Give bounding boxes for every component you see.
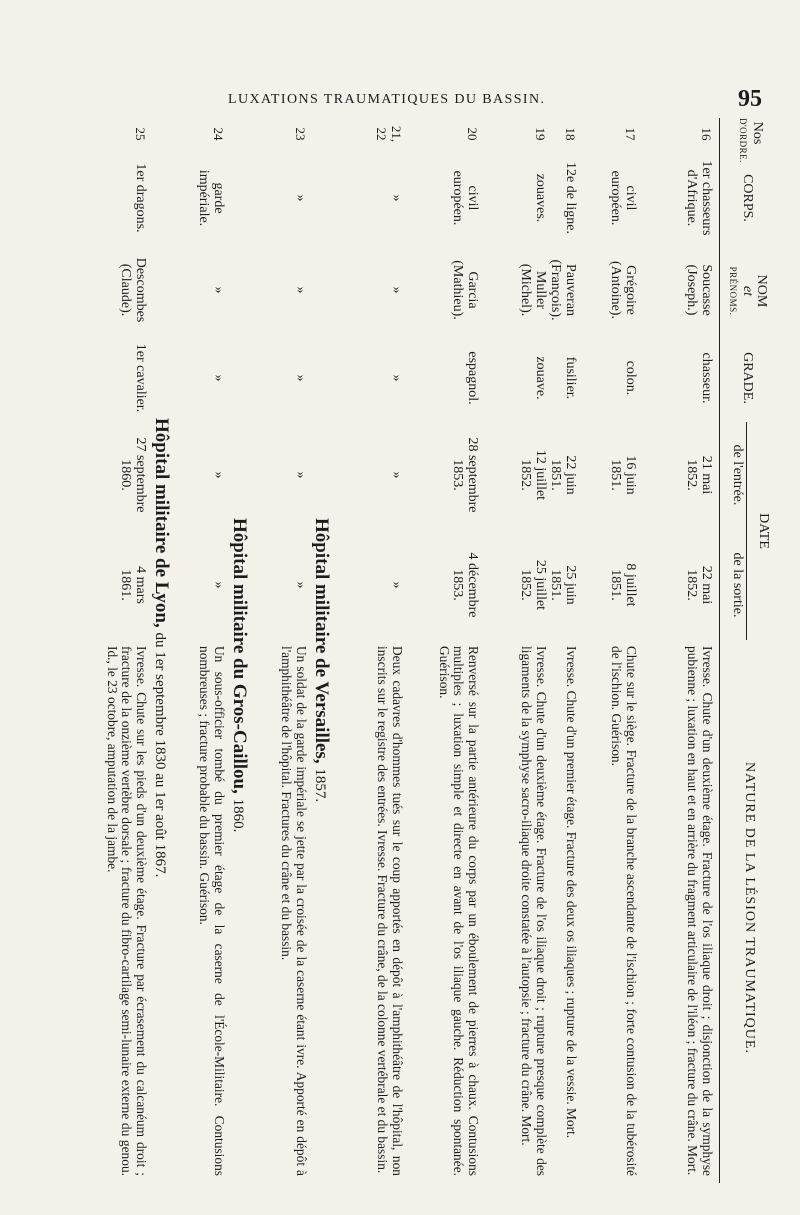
cell-grade: colon. xyxy=(623,360,638,396)
cell-nature: Ivresse. Chute sur les pieds d'un deuxième étage. Fracture par écrasement du calcanéum droit ; fracture de la onzième vertèbre dorsale ; fracture du fibro-cartilage semi-lunaire externe du genou. Id., le 23 octobre, amputation de la jambe. xyxy=(104,646,149,1176)
cell-sortie xyxy=(550,530,578,640)
entree-line: 28 septembre xyxy=(465,437,480,513)
cell-corps xyxy=(406,156,480,240)
nom-line: » xyxy=(293,286,308,294)
nom-line: (Mathieu). xyxy=(450,260,465,320)
sortie-line: 1853. xyxy=(450,569,465,601)
entree-line: 16 juin xyxy=(623,455,638,495)
corps-line: » xyxy=(293,194,308,202)
entree-line: 1853. xyxy=(450,459,465,491)
cell-entree xyxy=(550,422,578,528)
header-date: DATE xyxy=(756,513,771,549)
sortie-line: 8 juillet xyxy=(623,563,638,607)
entree-line: 1852. xyxy=(518,459,533,491)
sortie-line: » xyxy=(293,581,308,589)
corps-line: 12e de ligne. xyxy=(563,162,578,234)
sortie-line: 1861. xyxy=(118,569,133,601)
corps-line: civil xyxy=(465,185,480,211)
cell-nature: Ivresse. Chute d'un deuxième étage. Fracture de l'os iliaque droit ; disjonction de la symphyse pubienne ; luxation en haut et en arrière du fragment articulaire de l'iléon ; fracture du crâne. Mort. xyxy=(685,646,715,1176)
entree-line: 27 septembre xyxy=(133,437,148,513)
cell-no: 19 xyxy=(533,127,548,141)
entree-line: 1851. xyxy=(548,459,563,491)
cell-no: 25 xyxy=(133,127,148,141)
entree-line: 1860. xyxy=(118,459,133,491)
sortie-line: 4 mars xyxy=(133,566,148,604)
header-date-sortie: de la sortie. xyxy=(730,552,745,618)
cell-nature: Ivresse. Chute d'un premier étage. Fracture des deux os iliaques ; rupture de la vessie. Mort. xyxy=(564,646,579,1139)
cell-nom xyxy=(406,246,480,334)
nom-line: (Antoine). xyxy=(608,261,623,319)
cell-corps xyxy=(336,156,404,240)
section-title xyxy=(150,418,172,877)
entree-line: 12 juillet xyxy=(533,449,548,501)
cell-corps xyxy=(176,156,226,240)
cell-no: 20 xyxy=(465,127,480,141)
corps-line: civil xyxy=(623,185,638,211)
cell-sortie xyxy=(258,530,308,640)
sortie-line: 4 décembre xyxy=(465,552,480,618)
section-name: Hôpital militaire de Versailles, xyxy=(311,518,332,764)
cell-nature: Un soldat de la garde impériale se jette par la croisée de la caserne étant ivre. Apporté en dépôt à l'amphithéâtre de l'hôpital. Fractures du crâne et du bassin. xyxy=(279,646,309,1176)
nom-line: Pauveran xyxy=(563,263,578,317)
cell-grade: chasseur. xyxy=(699,352,714,404)
cell-grade: » xyxy=(211,374,226,382)
date-rule xyxy=(746,422,747,640)
cell-sortie xyxy=(580,530,638,640)
running-title: LUXATIONS TRAUMATIQUES DU BASSIN. xyxy=(228,92,546,107)
corps-line: 1er chasseurs xyxy=(699,160,714,236)
cell-nom xyxy=(580,246,638,334)
cell-entree xyxy=(406,422,480,528)
sortie-line: 1852. xyxy=(518,569,533,601)
header-no: Nos D'ORDRE. xyxy=(738,118,765,163)
cell-sortie xyxy=(56,530,148,640)
header-date-entree: de l'entrée. xyxy=(730,444,745,506)
corps-line: 1er dragons. xyxy=(133,163,148,233)
nom-line: Soucasse xyxy=(699,264,714,316)
cell-nom xyxy=(176,246,226,334)
section-year: 1857. xyxy=(312,768,328,803)
cell-grade: » xyxy=(389,374,404,382)
nom-line: » xyxy=(211,286,226,294)
sortie-line: 1851. xyxy=(608,569,623,601)
cell-grade: » xyxy=(293,374,308,382)
cell-nom xyxy=(258,246,308,334)
cell-entree xyxy=(482,422,548,528)
cell-entree xyxy=(176,422,226,528)
cell-entree xyxy=(640,422,714,528)
cell-sortie xyxy=(640,530,714,640)
nom-line: (Joseph.) xyxy=(684,264,699,316)
nom-line: Grégoire xyxy=(623,265,638,315)
corps-line: d'Afrique. xyxy=(684,169,699,227)
cell-corps xyxy=(56,156,148,240)
entree-line: 22 juin xyxy=(563,455,578,495)
section-title xyxy=(228,518,250,832)
section-title xyxy=(310,518,332,802)
cell-corps xyxy=(640,156,714,240)
cell-no: 18 xyxy=(563,127,578,141)
entree-line: » xyxy=(211,471,226,479)
section-year: du 1er septembre 1830 au 1er août 1867. xyxy=(152,632,168,878)
cell-nom xyxy=(56,246,148,334)
header-nom: NOM et PRÉNOMS. xyxy=(728,266,769,316)
cell-sortie xyxy=(336,530,404,640)
header-grade: GRADE. xyxy=(740,352,755,404)
cell-entree xyxy=(56,422,148,528)
corps-line: garde xyxy=(211,182,226,214)
cell-no: 24 xyxy=(211,127,226,141)
section-name: Hôpital militaire du Gros-Caillou, xyxy=(229,518,250,794)
cell-corps xyxy=(258,156,308,240)
nom-line: Muller xyxy=(533,270,548,310)
rotated-table xyxy=(45,118,770,1193)
entree-line: 1852. xyxy=(684,459,699,491)
cell-nature: Deux cadavres d'hommes tués sur le coup apportés en dépôt à l'amphithéâtre de l'hôpital, non inscrits sur le registre des entrées. Ivresse. Fracture du crâne, de la colonne vertébrale et du bassin. xyxy=(375,646,405,1176)
header-rule xyxy=(719,118,720,1183)
sortie-line: 1852. xyxy=(684,569,699,601)
running-head xyxy=(0,86,800,116)
header-corps: CORPS. xyxy=(740,174,755,222)
cell-nature: Renversé sur la partie antérieure du corps par un éboulement de pierres à chaux. Contusions multiples ; luxation simple et directe en avant de l'os iliaque gauche. Réduction spontanée. Guérison. xyxy=(436,646,481,1176)
cell-nom xyxy=(550,246,578,334)
cell-nature: Un sous-officier tombé du premier étage de la caserne de l'École-Militaire. Contusions nombreuses ; fracture probable du bassin. Guérison. xyxy=(197,646,227,1176)
cell-grade: 1er cavalier. xyxy=(133,343,148,413)
page-number: 95 xyxy=(738,86,762,112)
cell-no: 21, 22 xyxy=(374,125,404,143)
nom-line: Garcia xyxy=(465,271,480,309)
cell-sortie xyxy=(482,530,548,640)
cell-corps xyxy=(550,156,578,240)
nom-line: (Claude). xyxy=(118,263,133,317)
sortie-line: 25 juin xyxy=(563,565,578,605)
section-year: 1860. xyxy=(230,798,246,833)
nom-line: Descombes xyxy=(133,257,148,323)
cell-no: 16 xyxy=(699,127,714,141)
header-nature: NATURE DE LA LÉSION TRAUMATIQUE. xyxy=(742,762,757,1054)
cell-sortie xyxy=(176,530,226,640)
cell-entree xyxy=(258,422,308,528)
corps-line: européen. xyxy=(450,170,465,226)
cell-grade: zouave. xyxy=(533,356,548,400)
cell-nature: Chute sur le siège. Fracture de la branche ascendante de l'ischion ; forte contusion de la tubérosité de l'ischion. Guérison. xyxy=(609,646,639,1176)
cell-no: 17 xyxy=(623,127,638,141)
cell-entree xyxy=(580,422,638,528)
nom-line: (François). xyxy=(548,259,563,321)
cell-entree xyxy=(336,422,404,528)
entree-line: » xyxy=(389,471,404,479)
cell-grade: espagnol. xyxy=(465,351,480,405)
corps-line: européen. xyxy=(608,170,623,226)
cell-nom xyxy=(482,246,548,334)
cell-corps xyxy=(482,156,548,240)
cell-no: 23 xyxy=(293,127,308,141)
sortie-line: » xyxy=(211,581,226,589)
nom-line: (Michel). xyxy=(518,263,533,317)
entree-line: 1851. xyxy=(608,459,623,491)
corps-line: impériale. xyxy=(196,169,211,227)
corps-line: » xyxy=(389,194,404,202)
cell-nature: Ivresse. Chute d'un deuxième étage. Fracture de l'os iliaque droit ; rupture presque complète des ligaments de la symphyse sacro-iliaque droite constatée à l'autopsie ; fracture du crâne. Mort. xyxy=(519,646,549,1176)
cell-corps xyxy=(580,156,638,240)
sortie-line: » xyxy=(389,581,404,589)
nom-line: » xyxy=(389,286,404,294)
sortie-line: 1851. xyxy=(548,569,563,601)
cell-nom xyxy=(336,246,404,334)
cell-nom xyxy=(640,246,714,334)
entree-line: 21 mai xyxy=(699,455,714,495)
cell-sortie xyxy=(406,530,480,640)
corps-line: zouaves. xyxy=(533,173,548,223)
section-name: Hôpital militaire de Lyon, xyxy=(151,418,172,628)
entree-line: » xyxy=(293,471,308,479)
sortie-line: 22 mai xyxy=(699,565,714,605)
sortie-line: 25 juillet xyxy=(533,559,548,611)
cell-grade: fusilier. xyxy=(563,356,578,400)
